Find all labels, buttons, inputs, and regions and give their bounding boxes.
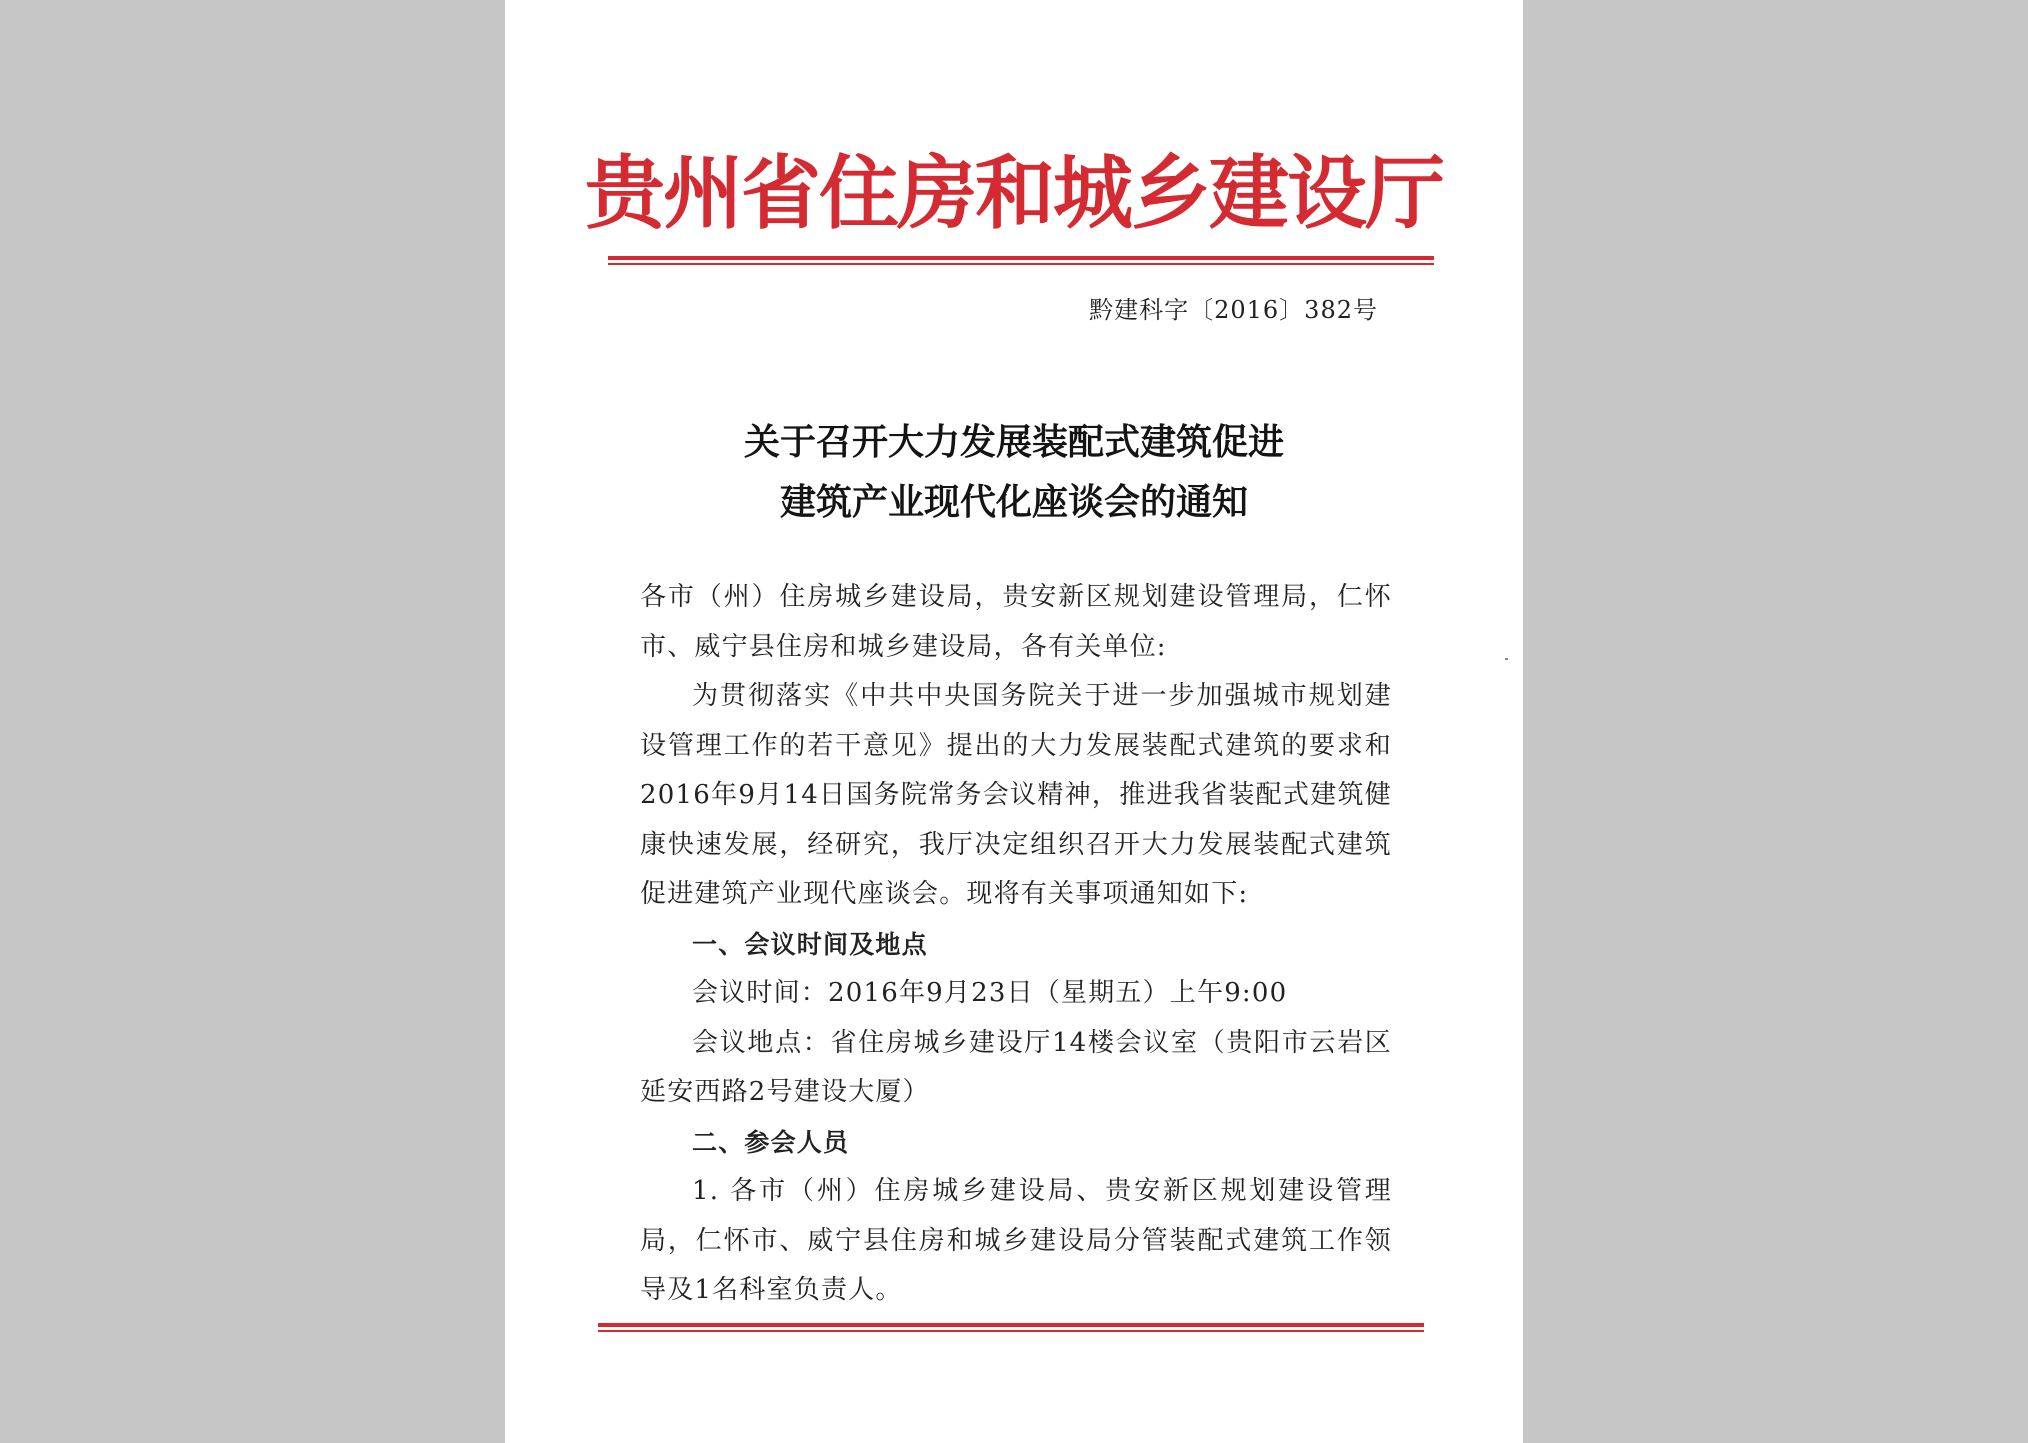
footer-divider-thin: [598, 1330, 1424, 1332]
notice-title-line-2: 建筑产业现代化座谈会的通知: [779, 481, 1248, 523]
section-heading-attendees: 二、参会人员: [692, 1127, 850, 1157]
notice-title: [505, 412, 1523, 532]
masthead-divider-thin: [608, 263, 1434, 265]
document-number: 黔建科字〔2016〕382号: [1089, 296, 1378, 324]
intro-paragraph: 为贯彻落实《中共中央国务院关于进一步加强城市规划建设管理工作的若干意见》提出的大力发展装配式建筑的要求和2016年9月14日国务院常务会议精神，推进我省装配式建筑健康快速发展，经研究，我厅决定组织召开大力发展装配式建筑促进建筑产业现代座谈会。现将有关事项通知如下:: [640, 681, 1392, 909]
footer-divider-thick: [598, 1323, 1424, 1327]
scan-artifact: [1505, 658, 1508, 660]
notice-body: [640, 573, 1392, 1316]
issuer-masthead: 贵州省住房和城乡建设厅: [585, 146, 1443, 240]
meeting-time: 会议时间：2016年9月23日（星期五）上午9:00: [692, 978, 1288, 1008]
attendees-item-1: 1. 各市（州）住房城乡建设局、贵安新区规划建设管理局，仁怀市、威宁县住房和城乡建设局分管装配式建筑工作领导及1名科室负责人。: [640, 1176, 1392, 1305]
meeting-place: 会议地点：省住房城乡建设厅14楼会议室（贵阳市云岩区延安西路2号建设大厦）: [640, 1027, 1392, 1107]
notice-title-line-1: 关于召开大力发展装配式建筑促进: [743, 421, 1284, 463]
section-heading-time-place: 一、会议时间及地点: [692, 929, 928, 959]
masthead-divider-thick: [608, 256, 1434, 260]
document-page: [505, 0, 1523, 1443]
addressee-paragraph: 各市（州）住房城乡建设局，贵安新区规划建设管理局，仁怀市、威宁县住房和城乡建设局，各有关单位:: [640, 582, 1392, 662]
